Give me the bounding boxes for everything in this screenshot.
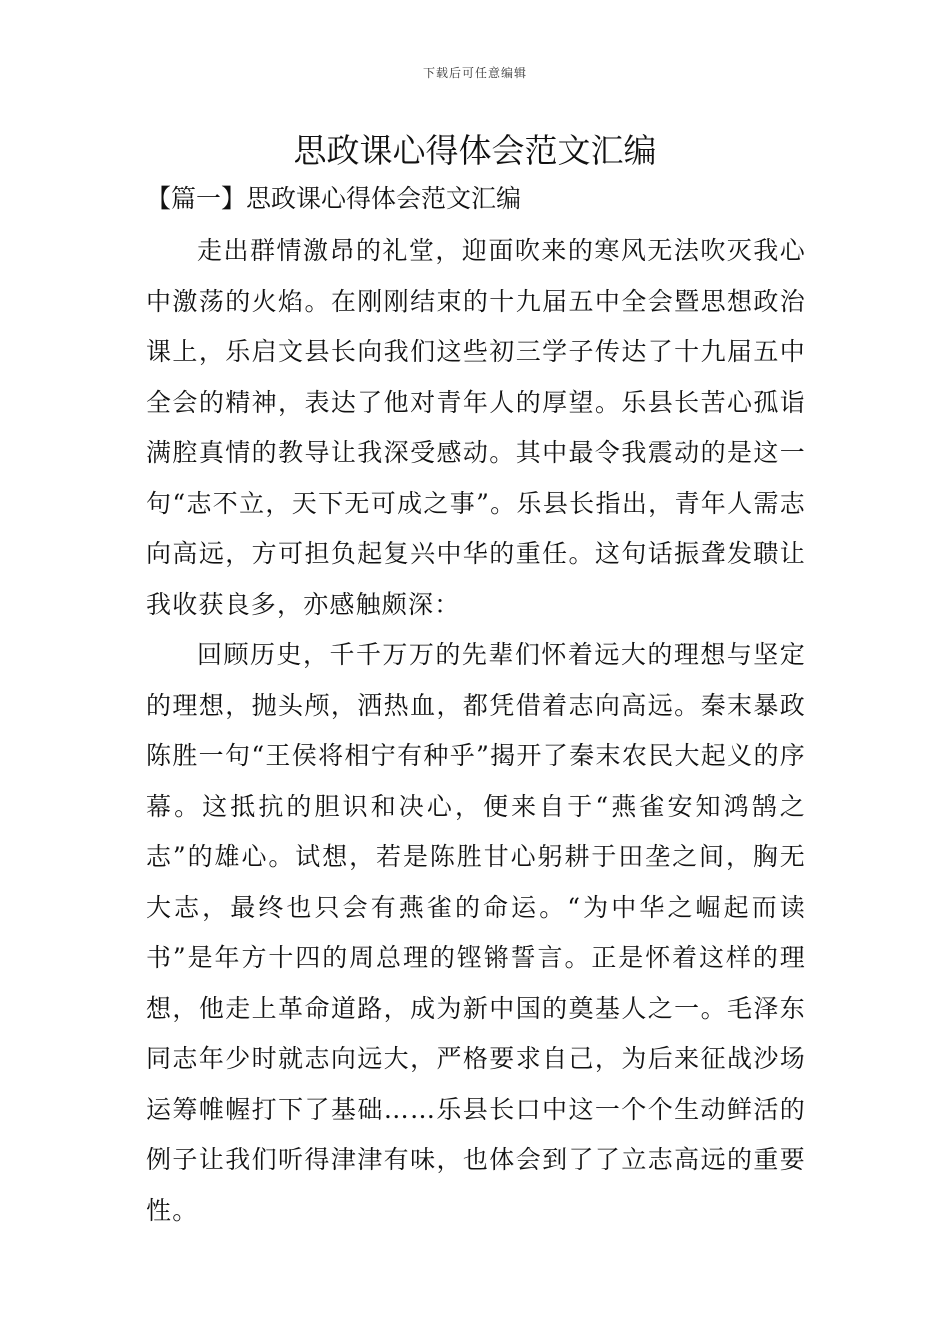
- section-heading: 【篇一】思政课心得体会范文汇编: [146, 184, 522, 213]
- document-body: [146, 226, 806, 1236]
- paragraph: 走出群情激昂的礼堂，迎面吹来的寒风无法吹灭我心中激荡的火焰。在刚刚结束的十九届五中全会暨思想政治课上，乐启文县长向我们这些初三学子传达了十九届五中全会的精神，表达了他对青年人的厚望。乐县长苦心孤诣满腔真情的教导让我深受感动。其中最令我震动的是这一句“志不立，天下无可成之事”。乐县长指出，青年人需志向高远，方可担负起复兴中华的重任。这句话振聋发聩让我收获良多，亦感触颇深：: [146, 236, 806, 619]
- paragraph: 回顾历史，千千万万的先辈们怀着远大的理想与坚定的理想，抛头颅，洒热血，都凭借着志向高远。秦末暴政陈胜一句“王侯将相宁有种乎”揭开了秦末农民大起义的序幕。这抵抗的胆识和决心，便来自于“燕雀安知鸿鹄之志”的雄心。试想，若是陈胜甘心躬耕于田垄之间，胸无大志，最终也只会有燕雀的命运。“为中华之崛起而读书”是年方十四的周总理的铿锵誓言。正是怀着这样的理想，他走上革命道路，成为新中国的奠基人之一。毛泽东同志年少时就志向远大，严格要求自己，为后来征战沙场运筹帷幄打下了基础……乐县长口中这一个个生动鲜活的例子让我们听得津津有味，也体会到了了立志高远的重要性。: [146, 640, 806, 1225]
- document-title: 思政课心得体会范文汇编: [293, 131, 657, 170]
- header-note: 下载后可任意编辑: [422, 66, 527, 80]
